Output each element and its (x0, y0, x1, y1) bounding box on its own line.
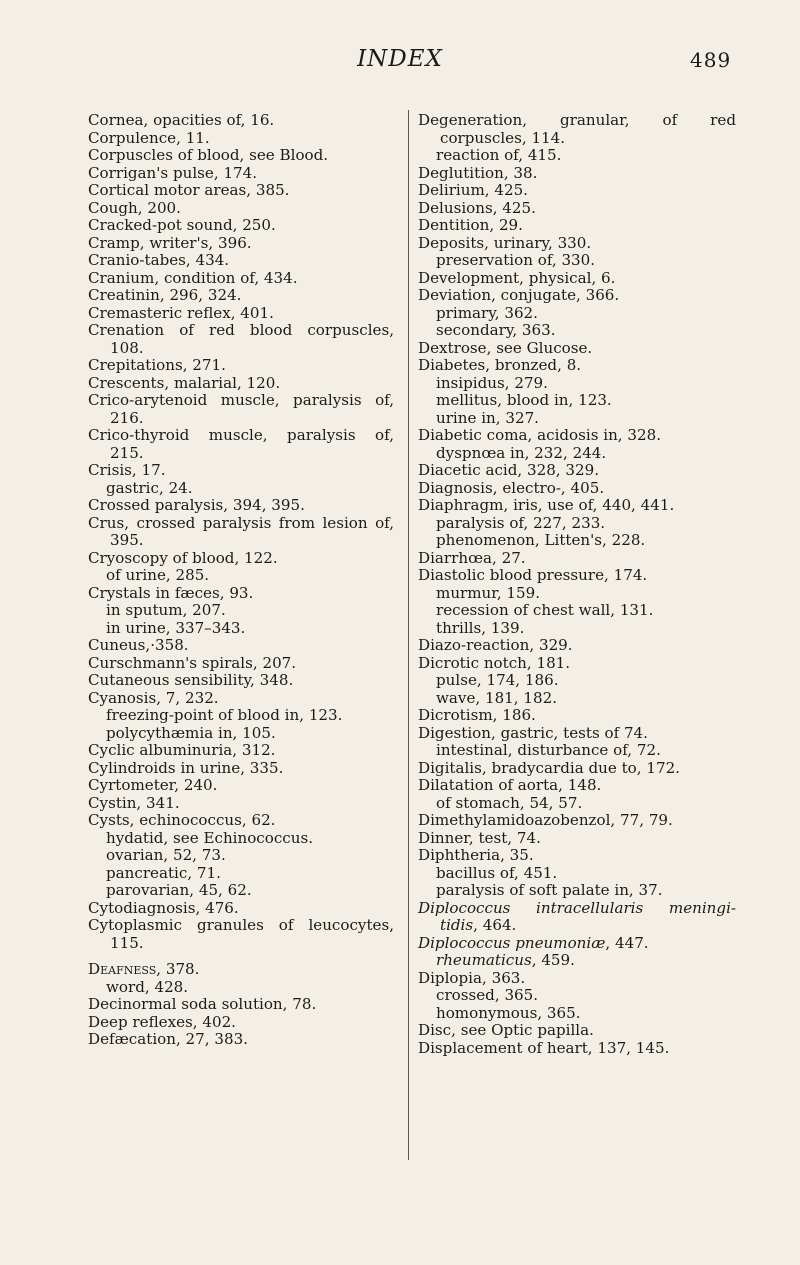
entry-text: Corpulence, 11. (88, 128, 210, 147)
entry-text: Diabetic coma, acidosis in, 328. (418, 426, 662, 444)
entry-text: Digitalis, bradycardia due to, 172. (418, 758, 680, 777)
index-entry (88, 672, 398, 690)
entry-text: Diplopia, 363. (418, 968, 526, 987)
entry-text: Crico-thyroid muscle, paralysis of, (88, 426, 394, 444)
index-entry (418, 357, 740, 375)
entry-text: Cremasteric reflex, 401. (88, 303, 274, 322)
index-subentry (418, 322, 740, 340)
entry-text: in urine, 337–343. (106, 618, 246, 637)
entry-text: Curschmann's spirals, 207. (88, 653, 297, 672)
index-entry (88, 200, 398, 218)
index-entry-continuation (418, 130, 740, 148)
index-entry (418, 182, 740, 200)
entry-text: murmur, 159. (436, 583, 541, 602)
index-entry (88, 585, 398, 603)
entry-text: wave, 181, 182. (436, 688, 557, 707)
entry-text: Crescents, malarial, 120. (88, 373, 281, 392)
index-subentry (88, 707, 398, 725)
entry-text: Deglutition, 38. (418, 163, 538, 182)
entry-text: Disc, see Optic papilla. (418, 1021, 594, 1039)
entry-text: pulse, 174, 186. (436, 671, 559, 689)
entry-text: 395. (110, 531, 144, 549)
entry-text: Dicrotic notch, 181. (418, 653, 571, 672)
entry-text: crossed, 365. (436, 986, 539, 1004)
index-subentry (418, 987, 740, 1005)
index-entry (418, 637, 740, 655)
index-entry (88, 1014, 398, 1032)
entry-text: insipidus, 279. (436, 373, 548, 392)
entry-text: primary, 362. (436, 303, 538, 322)
index-entry-continuation (88, 532, 398, 550)
index-subentry (88, 567, 398, 585)
index-entry (418, 900, 740, 918)
entry-text: Cramp, writer's, 396. (88, 233, 252, 252)
index-subentry (418, 445, 740, 463)
entry-text: mellitus, blood in, 123. (436, 391, 612, 409)
entry-text: Digestion, gastric, tests of 74. (418, 723, 648, 742)
entry-text: parovarian, 45, 62. (106, 881, 252, 899)
entry-text: Crenation of red blood corpuscles, (88, 321, 394, 339)
entry-text: Deafness, 378. (88, 960, 200, 978)
index-subentry (418, 865, 740, 883)
entry-text: polycythæmia in, 105. (106, 723, 276, 742)
index-entry (418, 970, 740, 988)
index-entry (418, 760, 740, 778)
index-entry (88, 996, 398, 1014)
entry-text: bacillus of, 451. (436, 863, 558, 882)
entry-text: Cylindroids in urine, 335. (88, 758, 284, 777)
page-title: INDEX (357, 46, 443, 72)
index-entry (88, 392, 398, 410)
entry-text: Creatinin, 296, 324. (88, 286, 242, 304)
entry-text: Development, physical, 6. (418, 268, 616, 287)
index-entry (418, 567, 740, 585)
index-subentry (88, 725, 398, 743)
index-subentry (88, 847, 398, 865)
entry-text: secondary, 363. (436, 321, 556, 339)
index-entry (418, 480, 740, 498)
entry-text: 115. (110, 933, 144, 952)
index-subentry (418, 375, 740, 393)
index-entry (88, 550, 398, 568)
entry-text: paralysis of, 227, 233. (436, 513, 606, 532)
entry-text: Diabetes, bronzed, 8. (418, 356, 582, 374)
entry-text: intestinal, disturbance of, 72. (436, 741, 661, 759)
entry-text: Cortical motor areas, 385. (88, 181, 290, 199)
entry-text: rheumaticus (436, 951, 532, 969)
index-subentry (418, 252, 740, 270)
entry-text: Deposits, urinary, 330. (418, 233, 592, 252)
entry-text: Corrigan's pulse, 174. (88, 163, 258, 182)
index-entry-continuation (88, 445, 398, 463)
index-subentry (418, 742, 740, 760)
entry-text: gastric, 24. (106, 478, 193, 497)
entry-text: urine in, 327. (436, 408, 539, 427)
entry-text: Cough, 200. (88, 198, 181, 217)
entry-text: Cyrtometer, 240. (88, 776, 218, 794)
entry-text: Dicrotism, 186. (418, 706, 536, 724)
index-entry (418, 217, 740, 235)
page-number: 489 (690, 48, 732, 72)
index-entry (418, 200, 740, 218)
entry-text: Diarrhœa, 27. (418, 548, 526, 567)
index-entry (418, 550, 740, 568)
entry-text: Deep reflexes, 402. (88, 1012, 236, 1031)
index-entry (88, 322, 398, 340)
entry-text: Defæcation, 27, 383. (88, 1030, 248, 1048)
entry-text: Dentition, 29. (418, 216, 523, 234)
entry-text: Diplococcus intracellularis meningi- (418, 898, 736, 917)
index-entry (418, 270, 740, 288)
index-subentry (418, 410, 740, 428)
entry-text: Displacement of heart, 137, 145. (418, 1038, 670, 1057)
entry-text: Delusions, 425. (418, 198, 536, 217)
index-entry (418, 340, 740, 358)
index-entry (88, 655, 398, 673)
index-subentry (88, 865, 398, 883)
entry-text: Deviation, conjugate, 366. (418, 286, 620, 304)
entry-text: Dextrose, see Glucose. (418, 338, 593, 357)
entry-text: of urine, 285. (106, 566, 210, 584)
entry-text: Degeneration, granular, of red (418, 111, 736, 129)
entry-pages: , 447. (605, 933, 649, 952)
entry-text: hydatid, see Echinococcus. (106, 828, 314, 847)
entry-text: Cystin, 341. (88, 793, 180, 812)
index-entry (418, 462, 740, 480)
index-subentry (88, 480, 398, 498)
entry-text: Diazo-reaction, 329. (418, 636, 573, 654)
index-entry (418, 112, 740, 130)
entry-text: homonymous, 365. (436, 1003, 581, 1022)
index-subentry (418, 515, 740, 533)
index-entry (88, 690, 398, 708)
entry-text: Crystals in fæces, 93. (88, 583, 254, 602)
index-entry (88, 375, 398, 393)
entry-text: phenomenon, Litten's, 228. (436, 531, 646, 549)
entry-text: paralysis of soft palate in, 37. (436, 881, 663, 899)
index-entry (418, 427, 740, 445)
entry-pages: , 459. (531, 951, 575, 969)
entry-text: tidis (440, 916, 474, 934)
index-entry (88, 130, 398, 148)
entry-text: Cracked-pot sound, 250. (88, 216, 276, 234)
index-entry (88, 637, 398, 655)
entry-text: preservation of, 330. (436, 251, 596, 269)
index-entry (88, 760, 398, 778)
entry-text: Dimethylamidoazobenzol, 77, 79. (418, 811, 673, 829)
index-entry (418, 165, 740, 183)
entry-text: 216. (110, 408, 144, 427)
index-subentry (418, 585, 740, 603)
index-subentry (418, 147, 740, 165)
index-entry (88, 217, 398, 235)
index-entry-continuation (88, 340, 398, 358)
index-entry-continuation (88, 410, 398, 428)
entry-text: Cranio-tabes, 434. (88, 251, 230, 269)
index-entry (88, 1031, 398, 1049)
index-entry (88, 777, 398, 795)
index-entry (88, 742, 398, 760)
entry-pages: , 464. (473, 916, 517, 934)
entry-text: Corpuscles of blood, see Blood. (88, 146, 329, 164)
index-entry (88, 287, 398, 305)
index-column-left (88, 112, 398, 1049)
column-divider (408, 110, 409, 1160)
index-subentry (418, 672, 740, 690)
entry-text: Cytoplasmic granules of leucocytes, (88, 916, 394, 934)
index-entry (418, 235, 740, 253)
entry-text: Diphtheria, 35. (418, 846, 534, 864)
index-column-right (418, 112, 740, 1057)
index-subentry (418, 392, 740, 410)
entry-text: Cutaneous sensibility, 348. (88, 671, 294, 689)
index-entry (418, 1022, 740, 1040)
entry-text: ovarian, 52, 73. (106, 846, 226, 864)
index-entry (418, 812, 740, 830)
entry-text: corpuscles, 114. (440, 128, 566, 147)
entry-text: freezing-point of blood in, 123. (106, 706, 343, 724)
index-subentry (88, 830, 398, 848)
entry-text: Crepitations, 271. (88, 356, 226, 374)
index-entry (418, 847, 740, 865)
index-entry (88, 357, 398, 375)
index-entry (88, 252, 398, 270)
index-subentry (418, 305, 740, 323)
entry-text: Cranium, condition of, 434. (88, 268, 298, 287)
entry-text: Cysts, echinococcus, 62. (88, 811, 276, 829)
index-subentry (88, 979, 398, 997)
entry-text: Crisis, 17. (88, 461, 166, 479)
entry-text: Diaphragm, iris, use of, 440, 441. (418, 496, 675, 514)
index-entry (88, 165, 398, 183)
entry-text: Decinormal soda solution, 78. (88, 995, 317, 1013)
index-entry (88, 182, 398, 200)
entry-text: Diplococcus pneumoniæ (418, 933, 606, 952)
index-entry (418, 707, 740, 725)
index-entry (418, 830, 740, 848)
index-entry (418, 655, 740, 673)
index-subentry (88, 602, 398, 620)
index-entry (88, 462, 398, 480)
index-entry-continuation (88, 935, 398, 953)
index-subentry (418, 602, 740, 620)
entry-text: Cornea, opacities of, 16. (88, 111, 275, 129)
index-subentry (418, 952, 740, 970)
index-entry (88, 147, 398, 165)
entry-text: Cyclic albuminuria, 312. (88, 741, 276, 759)
index-subentry (418, 882, 740, 900)
entry-text: recession of chest wall, 131. (436, 601, 654, 619)
index-entry (88, 900, 398, 918)
index-entry (88, 515, 398, 533)
index-entry (418, 497, 740, 515)
index-entry (418, 725, 740, 743)
entry-text: of stomach, 54, 57. (436, 793, 583, 812)
index-entry (418, 935, 740, 953)
index-subentry (418, 532, 740, 550)
index-subentry (418, 620, 740, 638)
index-subentry (418, 690, 740, 708)
index-entry (418, 1040, 740, 1058)
index-entry (88, 917, 398, 935)
entry-text: Dilatation of aorta, 148. (418, 776, 602, 794)
entry-text: Dinner, test, 74. (418, 828, 541, 847)
entry-text: Diacetic acid, 328, 329. (418, 461, 600, 479)
entry-text: 108. (110, 338, 144, 357)
index-subentry (88, 882, 398, 900)
index-subentry (418, 1005, 740, 1023)
entry-text: Cyanosis, 7, 232. (88, 688, 219, 707)
entry-text: reaction of, 415. (436, 146, 562, 164)
index-subentry (418, 795, 740, 813)
entry-text: Cytodiagnosis, 476. (88, 898, 239, 917)
index-entry (88, 235, 398, 253)
entry-text: word, 428. (106, 977, 189, 996)
index-entry (88, 795, 398, 813)
index-entry (88, 112, 398, 130)
index-subentry (88, 620, 398, 638)
entry-text: Cryoscopy of blood, 122. (88, 548, 278, 567)
entry-text: dyspnœa in, 232, 244. (436, 443, 607, 462)
index-entry (88, 305, 398, 323)
entry-text: Cuneus,·358. (88, 636, 189, 654)
entry-text: Crus, crossed paralysis from lesion of, (88, 513, 394, 532)
entry-text: 215. (110, 443, 144, 462)
entry-text: pancreatic, 71. (106, 863, 221, 882)
entry-text: thrills, 139. (436, 618, 525, 637)
index-entry (88, 961, 398, 979)
index-entry-continuation (418, 917, 740, 935)
entry-text: Diastolic blood pressure, 174. (418, 566, 648, 584)
index-entry (418, 287, 740, 305)
index-entry (88, 812, 398, 830)
entry-text: Crico-arytenoid muscle, paralysis of, (88, 391, 394, 409)
index-entry (88, 427, 398, 445)
entry-text: Diagnosis, electro-, 405. (418, 478, 605, 497)
index-entry (88, 270, 398, 288)
entry-text: Delirium, 425. (418, 181, 528, 199)
index-entry (418, 777, 740, 795)
entry-text: in sputum, 207. (106, 601, 226, 619)
entry-text: Crossed paralysis, 394, 395. (88, 496, 305, 514)
index-entry (88, 497, 398, 515)
